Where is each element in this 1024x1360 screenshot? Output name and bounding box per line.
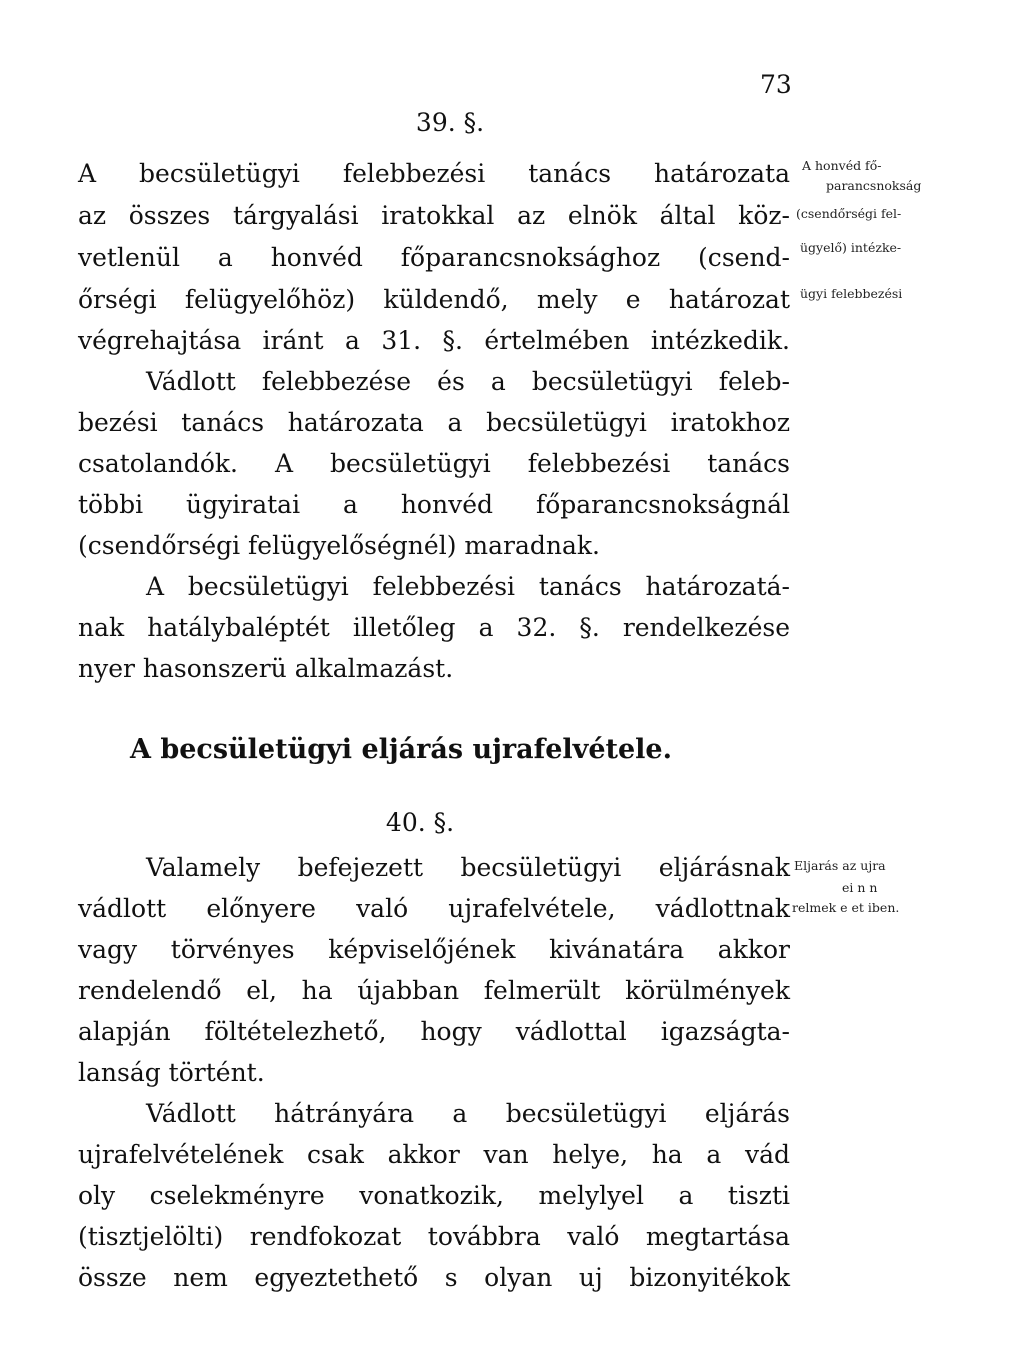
text-line: (tisztjelölti) rendfokozat továbbra való megtartása <box>78 1222 790 1251</box>
margin-note: relmek e et iben. <box>792 900 900 915</box>
text-line: csatolandók. A becsületügyi felebbezési tanács <box>78 449 790 478</box>
text-line: nyer hasonszerü alkalmazást. <box>78 654 454 683</box>
text-line: A becsületügyi felebbezési tanács határozata <box>78 159 790 188</box>
section-heading: A becsületügyi eljárás ujrafelvétele. <box>130 734 672 765</box>
margin-note: ei n n <box>842 880 878 895</box>
text-line: végrehajtása iránt a 31. §. értelmében intézkedik. <box>78 326 790 355</box>
text-line: lanság történt. <box>78 1058 265 1087</box>
text-line: nak hatálybaléptét illetőleg a 32. §. rendelkezése <box>78 613 790 642</box>
margin-note: ügyelő) intézke- <box>800 240 902 255</box>
margin-note: (csendőrségi fel- <box>796 206 902 221</box>
text-line: vetlenül a honvéd főparancsnoksághoz (csend- <box>78 243 790 272</box>
text-line: őrségi felügyelőhöz) küldendő, mely e határozat <box>78 285 790 314</box>
text-line: (csendőrségi felügyelőségnél) maradnak. <box>78 531 600 560</box>
text-line: vádlott előnyere való ujrafelvétele, vádlottnak <box>78 894 790 923</box>
text-line: ujrafelvételének csak akkor van helye, ha a vád <box>78 1140 790 1169</box>
section-number: 40. §. <box>385 808 455 837</box>
margin-note: parancsnokság <box>826 178 922 193</box>
text-line: vagy törvényes képviselőjének kivánatára akkor <box>78 935 790 964</box>
margin-note: A honvéd fő- <box>802 158 882 173</box>
page-number: 73 <box>760 70 792 99</box>
text-line: az összes tárgyalási iratokkal az elnök által köz- <box>78 201 790 230</box>
margin-note: ügyi felebbezési <box>800 286 903 301</box>
text-line: többi ügyiratai a honvéd főparancsnokságnál <box>78 490 790 519</box>
text-line: A becsületügyi felebbezési tanács határozatá- <box>146 572 790 601</box>
section-number: 39. §. <box>415 108 485 137</box>
text-line: össze nem egyeztethető s olyan uj bizonyitékok <box>78 1263 790 1292</box>
text-line: Valamely befejezett becsületügyi eljárásnak <box>146 853 790 882</box>
text-line: Vádlott felebbezése és a becsületügyi feleb- <box>146 367 790 396</box>
text-line: Vádlott hátrányára a becsületügyi eljárás <box>146 1099 790 1128</box>
text-line: oly cselekményre vonatkozik, melylyel a tiszti <box>78 1181 790 1210</box>
margin-note: Eljarás az ujra <box>794 858 886 873</box>
text-line: rendelendő el, ha újabban felmerült körülmények <box>78 976 790 1005</box>
text-line: alapján föltételezhető, hogy vádlottal igazságta- <box>78 1017 790 1046</box>
text-line: bezési tanács határozata a becsületügyi iratokhoz <box>78 408 790 437</box>
